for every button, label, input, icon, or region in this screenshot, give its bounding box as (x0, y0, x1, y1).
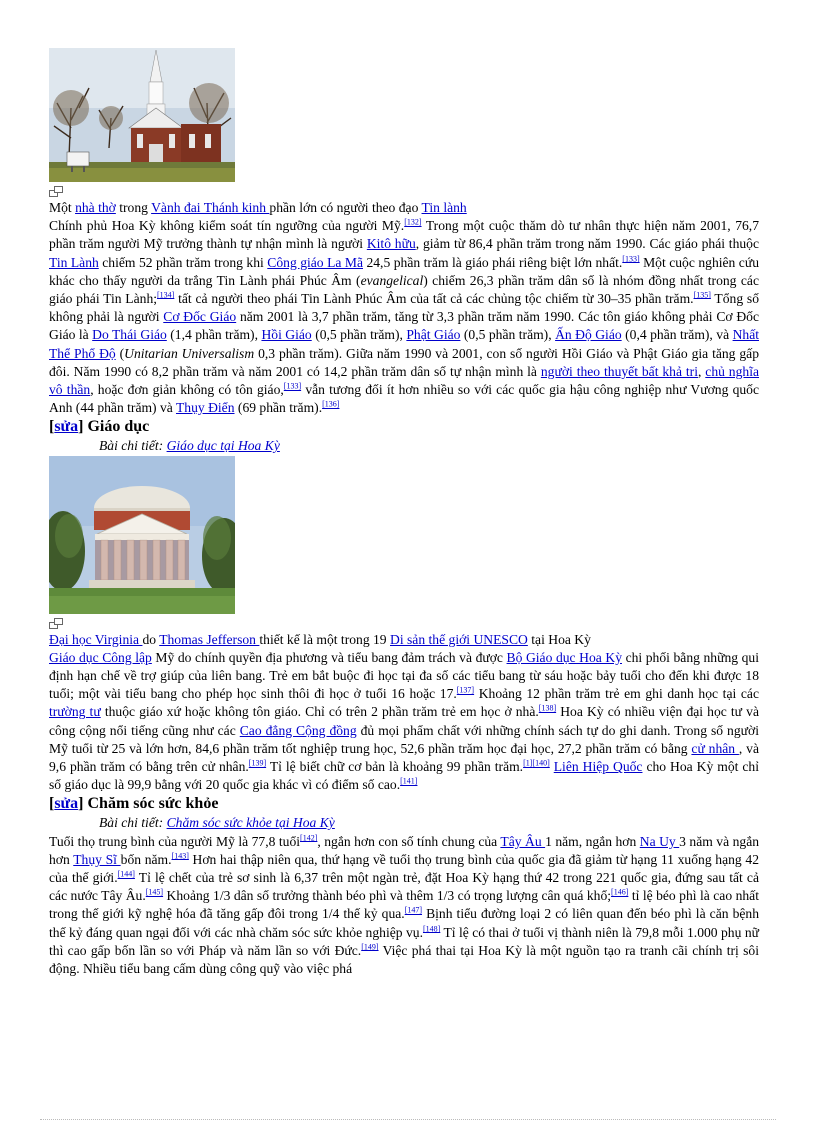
link-phat-giao[interactable]: Phật Giáo (406, 327, 461, 343)
text: , ngắn hơn con số tính chung của (317, 833, 501, 849)
link-vo-than[interactable]: chủ nghĩa vô thần (49, 363, 760, 398)
main-article-note (49, 814, 759, 832)
link-unesco[interactable]: UNESCO (473, 631, 528, 647)
text: thuộc giáo xứ hoặc không tôn giáo. Chỉ có trên 2 phần trăm trẻ em học ở nhà. (100, 704, 539, 720)
text: , (697, 363, 706, 379)
link-tay-au[interactable]: Tây Âu (500, 833, 546, 849)
text: , hoặc đơn giản không có tôn giáo, (90, 382, 284, 398)
link-bo-giao-duc[interactable]: Bộ Giáo dục Hoa Kỳ (506, 649, 622, 665)
text: 1 năm, ngắn hơn (545, 833, 640, 849)
link-bat-kha-tri[interactable]: người theo thuyết bất khả tri (540, 363, 698, 379)
church-image (49, 48, 235, 182)
link-co-doc-giao[interactable]: Cơ Đốc Giáo (163, 309, 237, 325)
link-kito-huu[interactable]: Kitô hữu (366, 236, 416, 252)
text: Khoảng 12 phần trăm trẻ em ghi danh học tại các (474, 686, 759, 702)
ref-138[interactable]: [138] (538, 703, 557, 713)
text: Khoảng 1/3 dân số trưởng thành béo phì và thêm 1/3 có trọng lượng cân quá khổ; (163, 888, 612, 904)
caption-text: tại Hoa Kỳ (527, 631, 591, 647)
ref-149[interactable]: [149] (361, 942, 379, 952)
text: 24,5 phần trăm là giáo phái riêng biệt lớn nhất. (363, 254, 623, 270)
university-caption (49, 631, 759, 649)
italic-term: Unitarian Universalism (124, 345, 255, 361)
ref-136[interactable]: [136] (322, 399, 340, 409)
text: cho Hoa Kỳ một chỉ số giáo dục là 99,9 bằng với 20 quốc gia khác vì có điểm số cao. (49, 759, 759, 793)
caption-text: thiết kế là một trong 19 (259, 631, 391, 647)
link-na-uy[interactable]: Na Uy (639, 833, 680, 849)
caption-text: trong (115, 200, 152, 215)
link-lien-hiep-quoc[interactable]: Liên Hiệp Quốc (553, 759, 643, 775)
link-truong-tu[interactable]: trường tư (49, 704, 101, 720)
edit-link-health[interactable]: sửa (54, 795, 79, 813)
text: Tổng số không phải là người (49, 291, 759, 325)
ref-134[interactable]: [134] (157, 290, 175, 300)
section-heading-health: [sửa] Chăm sóc sức khỏe (49, 795, 219, 813)
text: Bịnh tiểu đường loại 2 có liên quan đến béo phì là căn bệnh thế kỷ đáng quan ngại đối với các nhà chăm sóc sức khỏe nghiệp vụ. (49, 906, 759, 940)
ref-143[interactable]: [143] (171, 851, 189, 861)
ref-142[interactable]: [142] (300, 833, 318, 843)
ref-133[interactable]: [133] (622, 254, 640, 264)
enlarge-icon[interactable] (49, 618, 63, 629)
text: Tỉ lệ chết của trẻ sơ sinh là 6,37 trên một ngàn trẻ, đặt Hoa Kỳ hạng thứ 42 trong 221 quốc gia, đứng sau tất cả các nước Tây Âu. (49, 870, 759, 904)
education-paragraph (49, 649, 759, 795)
link-di-san-the-gioi[interactable]: Di sản thế giới (390, 631, 474, 647)
ref-1[interactable]: [1] (523, 758, 533, 768)
link-vanh-dai-thanh-kinh[interactable]: Vành đai Thánh kinh (151, 200, 270, 215)
text: Tuổi thọ trung bình của người Mỹ là 77,8 tuổi (49, 833, 301, 849)
article-page (49, 48, 759, 978)
ref-133b[interactable]: [133] (283, 381, 302, 391)
church-photo[interactable] (49, 48, 235, 182)
ref-132[interactable]: [132] (404, 217, 422, 227)
link-cong-giao-la-ma[interactable]: Công giáo La Mã (267, 254, 363, 270)
link-cham-soc-suc-khoe[interactable]: Chăm sóc sức khỏe tại Hoa Kỳ (166, 815, 335, 831)
text: Tỉ lệ biết chữ cơ bản là khoảng 99 phần trăm. (266, 759, 524, 775)
text: Chính phủ Hoa Kỳ không kiểm soát tín ngưỡng của người Mỹ. (49, 218, 405, 234)
link-cu-nhan[interactable]: cử nhân (691, 740, 739, 756)
main-article-prefix: Bài chi tiết: (99, 438, 167, 454)
ref-135[interactable]: [135] (693, 290, 711, 300)
text: bốn năm. (120, 851, 172, 867)
text: đủ mọi phẩm chất với những chính sách tự do ghi danh. Trong số người Mỹ tuổi từ 25 và lớn hơn, 84,6 phần trăm tốt nghiệp trung học, 52,6 phần trăm học đại học, 27,2 phần trăm có bằng (49, 722, 759, 756)
text: Trong một cuộc thăm dò tư nhân thực hiện năm 2001, 76,7 phần trăm người Mỹ trưởng thành tự nhận mình là người (49, 218, 760, 252)
link-dai-hoc-virginia[interactable]: Đại học Virginia (49, 631, 143, 647)
text: Tỉ lệ có thai ở tuổi vị thành niên là 79,8 mỗi 1.000 phụ nữ thì cao gấp bốn lần so với Pháp và năm lần so với Đức. (49, 924, 759, 958)
ref-144[interactable]: [144] (117, 869, 135, 879)
text: chiếm 52 phần trăm trong khi (98, 254, 268, 270)
text: , giảm từ 86,4 phần trăm trong năm 1990. Các giáo phái thuộc (415, 236, 760, 252)
text: (0,4 phần trăm), và (621, 327, 733, 343)
main-article-prefix: Bài chi tiết: (99, 815, 167, 831)
caption-text: do (142, 631, 160, 647)
ref-147[interactable]: [147] (404, 905, 423, 915)
link-giao-duc-tai-hoa-ky[interactable]: Giáo dục tại Hoa Kỳ (166, 438, 280, 454)
link-hoi-giao[interactable]: Hồi Giáo (261, 327, 312, 343)
church-caption (49, 199, 759, 217)
university-image (49, 456, 235, 614)
enlarge-icon[interactable] (49, 186, 63, 197)
page-bottom-divider (40, 1119, 776, 1120)
text: chi phối bằng những qui định hạn chế về trợ giúp của liên bang. Trẻ em bắt buộc đi học tại đa số các tiểu bang từ sáu hoặc bảy tuổi cho đến khi được 18 tuổi; một vài tiểu bang cho phép học sinh thôi đi học ở tuổi 16 hoặc 17. (49, 649, 759, 702)
caption-text: Một (49, 200, 76, 215)
text: tỉ lệ béo phì là cao nhất trong thế giới kỹ nghệ hóa đã tăng gấp đôi trong 1/4 thế kỷ qua. (49, 888, 759, 922)
ref-137[interactable]: [137] (456, 685, 475, 695)
caption-text: phần lớn có người theo đạo (269, 200, 422, 215)
text: Một cuộc nghiên cứu khác cho thấy người da trắng Tin Lành phái Phúc Âm ( (49, 254, 760, 288)
text: (0,5 phần trăm), (311, 327, 407, 343)
section-heading-education: [sửa] Giáo dục (49, 418, 150, 436)
ref-148[interactable]: [148] (422, 924, 441, 934)
text: ) chiếm 26,3 phần trăm dân số là nhóm đồng nhất trong các giáo phái Tin Lành; (49, 272, 759, 307)
link-tin-lanh-2[interactable]: Tin Lành (49, 254, 99, 270)
university-photo[interactable] (49, 456, 235, 614)
ref-145[interactable]: [145] (145, 887, 164, 897)
health-paragraph (49, 833, 759, 979)
text: Mỹ do chính quyền địa phương và tiểu bang đảm trách và được (151, 649, 507, 665)
text: (69 phần trăm). (234, 400, 323, 416)
link-thuy-dien[interactable]: Thụy Điển (175, 400, 235, 416)
text: Hơn hai thập niên qua, thứ hạng về tuổi thọ trung bình của quốc gia đã giảm từ hạng 11 xuống hạng 42 của thế giới. (49, 851, 760, 886)
section-title: Giáo dục (87, 418, 150, 436)
text: Hoa Kỳ có nhiều viện đại học tư và công cộng nổi tiếng cũng như các (49, 704, 759, 738)
link-cao-dang-cong-dong[interactable]: Cao đẳng Cộng đồng (239, 722, 357, 738)
text: , và 9,6 phần trăm có bằng trên cử nhân. (49, 740, 759, 775)
ref-139[interactable]: [139] (248, 758, 267, 768)
text: (1,4 phần trăm), (166, 327, 262, 343)
religion-paragraph (49, 217, 759, 417)
text: (0,5 phần trăm), (460, 327, 556, 343)
italic-term: evangelical (360, 272, 424, 288)
link-thuy-si[interactable]: Thụy Sĩ (73, 851, 121, 867)
link-nha-tho[interactable]: nhà thờ (75, 200, 116, 215)
text: ( (115, 345, 125, 361)
text: vẫn tương đối ít hơn nhiều so với các quốc gia hậu công nghiệp như Vương quốc Anh (44 phần trăm) và (49, 382, 760, 416)
ref-141[interactable]: [141] (400, 776, 418, 786)
ref-146[interactable]: [146] (611, 887, 629, 897)
link-tin-lanh[interactable]: Tin lành (421, 200, 467, 215)
ref-140[interactable]: [140] (532, 758, 550, 768)
link-an-do-giao[interactable]: Ấn Độ Giáo (555, 327, 622, 343)
link-giao-duc-cong-lap[interactable]: Giáo dục Công lập (49, 649, 152, 665)
link-nhat-the-pho-do[interactable]: Nhất Thể Phổ Độ (49, 327, 760, 361)
text: tất cả người theo phái Tin Lành Phúc Âm của tất cả các chủng tộc chiếm từ 30–35 phần trăm. (174, 291, 694, 307)
text: 3 năm và ngắn hơn (49, 833, 760, 867)
link-thomas-jefferson[interactable]: Thomas Jefferson (159, 631, 260, 647)
edit-link-education[interactable]: sửa (54, 418, 79, 436)
main-article-note (49, 437, 759, 455)
section-title: Chăm sóc sức khỏe (87, 795, 219, 813)
text: năm 2001 là 3,7 phần trăm, tăng từ 3,3 phần trăm năm 1990. Các tôn giáo không phải Cơ Đốc Giáo là (49, 309, 760, 343)
text: 0,3 phần trăm). Giữa năm 1990 và 2001, con số người Hồi Giáo và Phật Giáo gia tăng gấp đôi. Năm 1990 có 8,2 phần trăm và năm 2001 có 14,2 phần trăm dân số tự nhận mình là (49, 345, 760, 379)
link-do-thai-giao[interactable]: Do Thái Giáo (92, 327, 167, 343)
text: Việc phá thai tại Hoa Kỳ là một nguồn tạo ra tranh cãi chính trị sôi động. Nhiều tiểu bang cấm dùng công quỹ vào việc phá (49, 942, 759, 977)
